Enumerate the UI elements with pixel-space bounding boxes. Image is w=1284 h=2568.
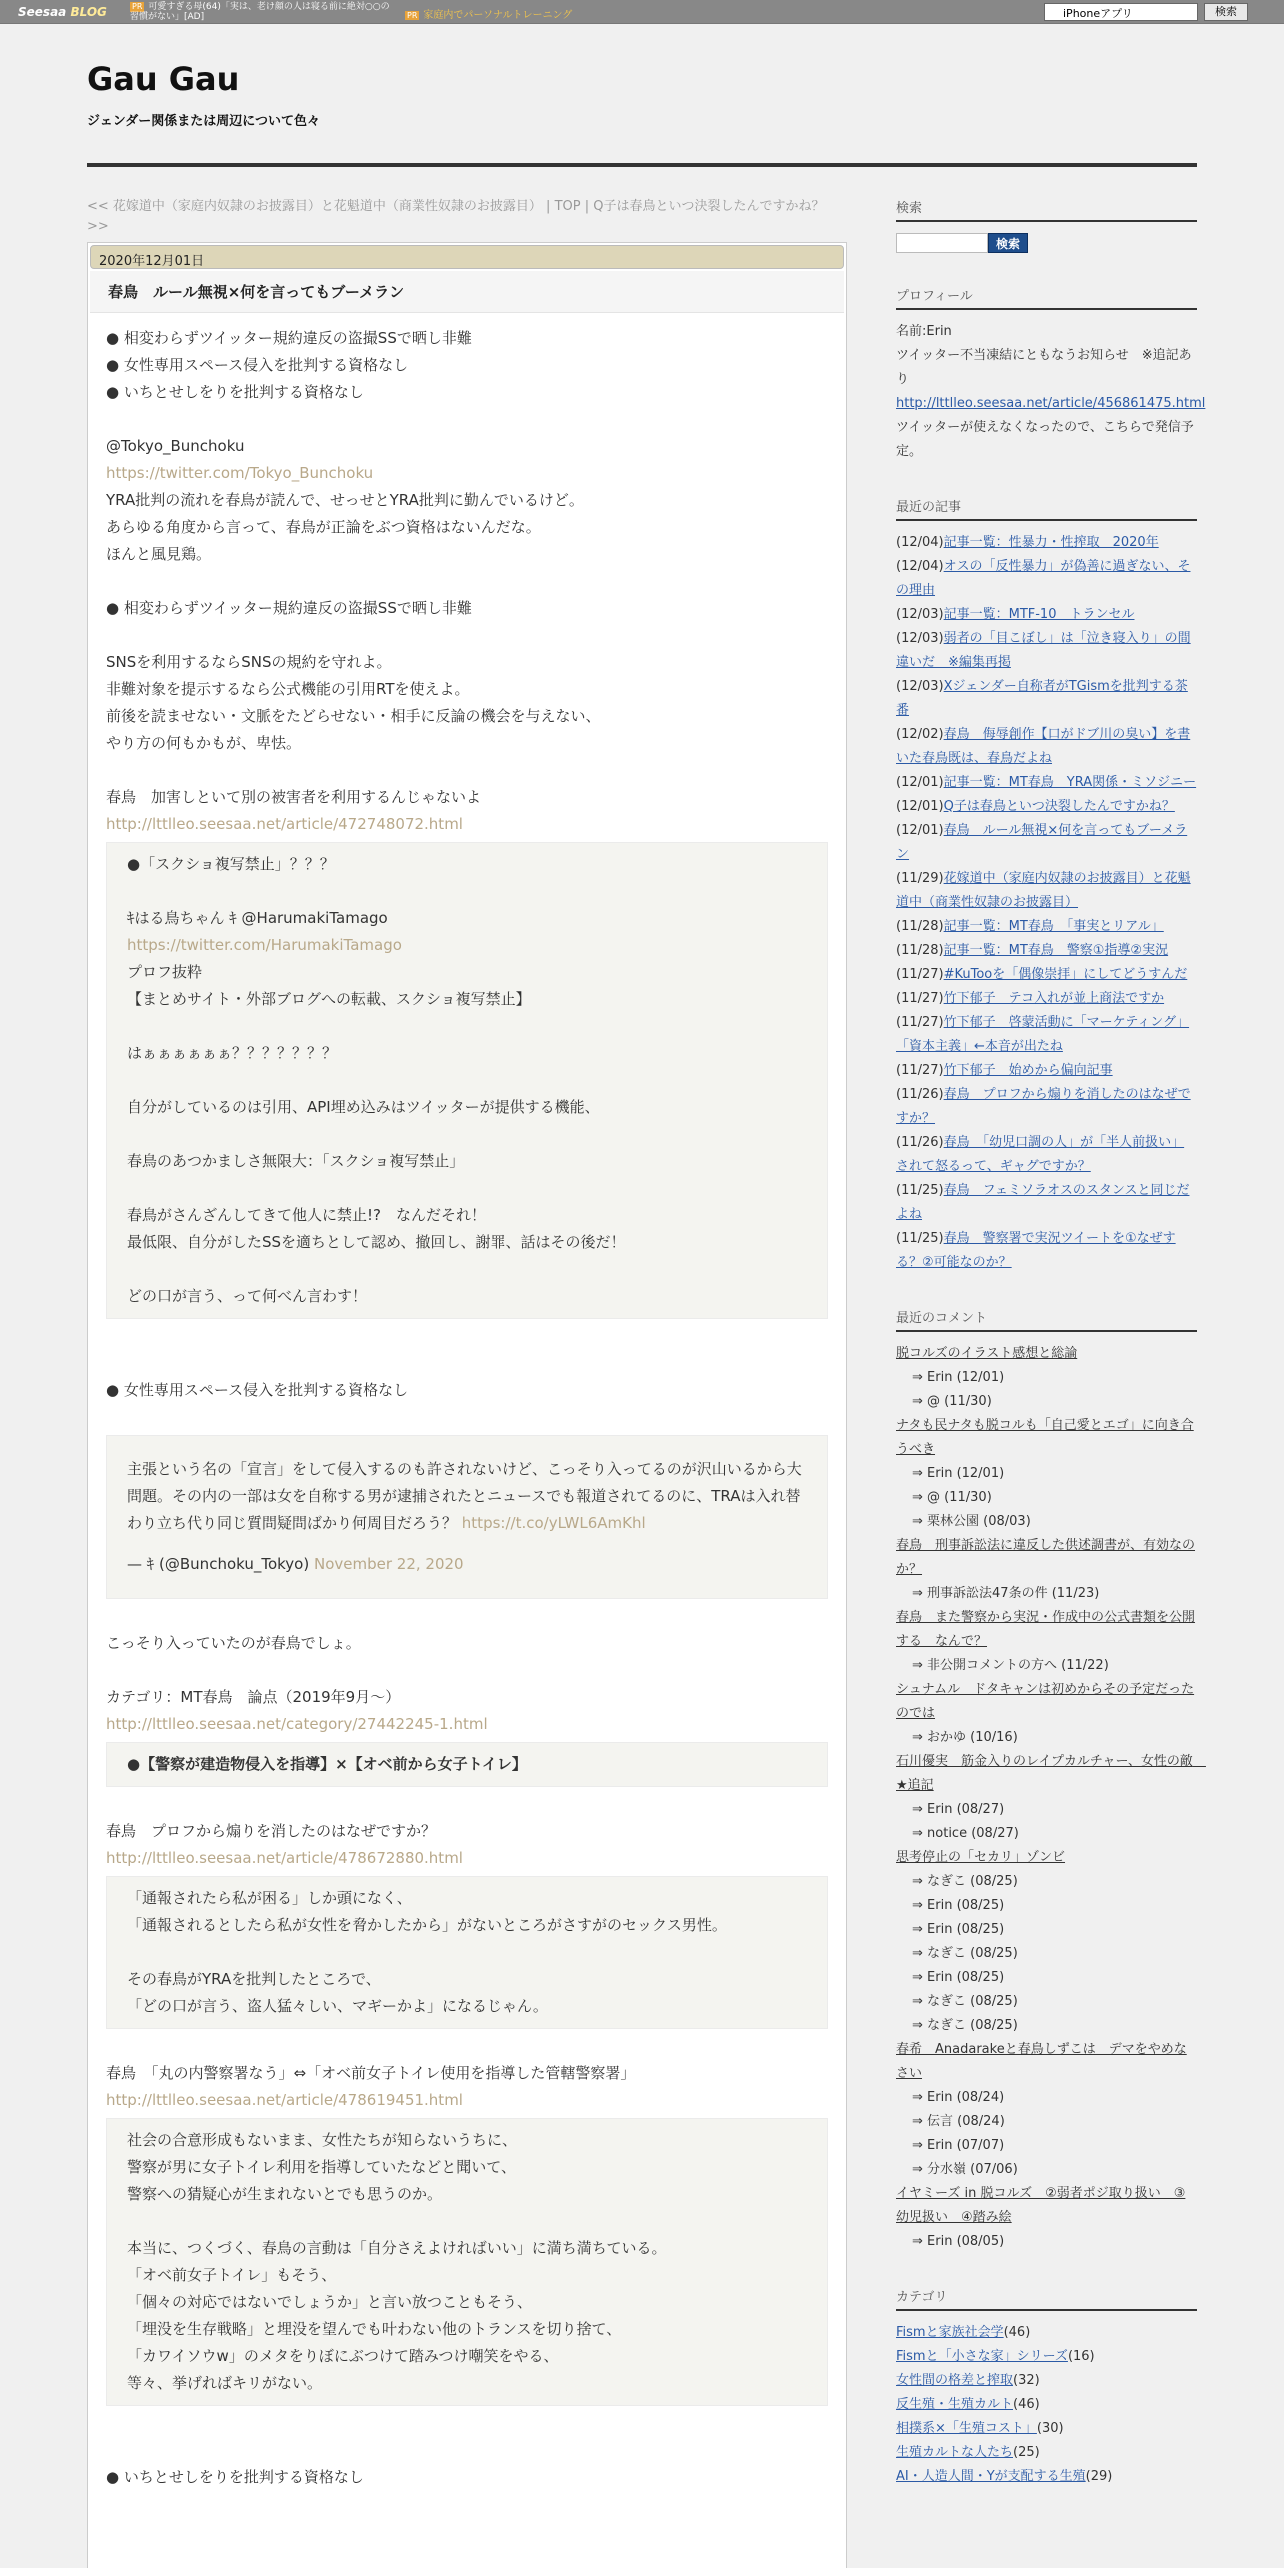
paragraph: あらゆる角度から言って、春鳥が正論をぶつ資格はないんだな。: [106, 518, 541, 536]
sidebar-search-button[interactable]: 検索: [988, 233, 1028, 253]
paragraph: ● 相変わらずツイッター規約違反の盗撮SSで晒し非難: [106, 599, 472, 617]
sidebar-heading: カテゴリ: [896, 2286, 1197, 2311]
category-item: [896, 2345, 1197, 2369]
seesaa-topbar: [0, 0, 1284, 24]
category-link[interactable]: 女性間の格差と搾取: [896, 2372, 1014, 2388]
recent-article-link[interactable]: 春鳥 プロフから煽りを消したのはなぜですか？: [896, 1086, 1191, 1126]
quote-line: 警察への猜疑心が生まれないとでも思うのか。: [127, 2185, 443, 2203]
quote-line: 最低限、自分がしたSSを適ちとして認め、撤回し、謝罪、話はその後だ！: [127, 1233, 626, 1251]
quote-line: 等々、挙げればキリがない。: [127, 2374, 323, 2392]
comment-item[interactable]: ⇒ 栗林公園 (08/03): [912, 1513, 1031, 1529]
blockquote: [106, 2118, 828, 2406]
recent-article-link[interactable]: Q子は春鳥といつ決裂したんですかね？: [943, 798, 1175, 814]
recent-comments-list: [896, 1342, 1206, 2254]
quote-line: プロフ抜粋: [127, 963, 203, 981]
comment-article-link[interactable]: 思考停止の「セカリ」ゾンビ: [896, 1849, 1066, 1865]
category-count: (32): [1013, 2372, 1040, 2388]
recent-article-date: (11/26): [896, 1134, 944, 1150]
comment-item[interactable]: ⇒ Erin (08/05): [912, 2233, 1005, 2249]
recent-article-item: [896, 1131, 1197, 1179]
comment-article-link[interactable]: イヤミーズ in 脱コルズ ②弱者ポジ取り扱い ③幼児扱い ④踏み絵: [896, 2185, 1186, 2225]
quote-line: 「埋没を生存戦略」と埋没を望んでも叶わない他のトランスを切り捨て、: [127, 2320, 622, 2338]
recent-article-item: [896, 1083, 1197, 1131]
recent-article-date: (11/29): [896, 870, 944, 886]
profile-text: ツイッター不当凍結にともなうお知らせ ※追記あり: [896, 347, 1192, 387]
tweet-text: 主張という名の「宣言」をして侵入するのも許されないけど、こっそり入ってるのが沢山いるから大問題。その内の一部は女を自称する男が逮捕されたとニュースでも報道されてるのに、TRAは入れ替わり立ち代り同じ質問疑問ばかり何周目だろう？ https://t.co/yLWL6AmKhl: [127, 1460, 802, 1532]
ad-text: 可愛すぎる母(64)「実は、老け顔の人は寝る前に絶対○○の習慣がない」[AD]: [130, 2, 390, 22]
quote-line: 「通報されたら私が困る」しか頭になく、: [127, 1889, 412, 1907]
recent-article-date: (11/28): [896, 918, 944, 934]
paragraph: 非難対象を提示するなら公式機能の引用RTを使えよ。: [106, 680, 470, 698]
comment-item[interactable]: ⇒ Erin (08/25): [912, 1897, 1005, 1913]
paragraph: @Tokyo_Bunchoku: [106, 437, 245, 455]
recent-article-link[interactable]: 竹下郁子 始めから偏向記事: [943, 1062, 1113, 1078]
recent-article-date: (12/02): [896, 726, 944, 742]
article-link[interactable]: http://lttlleo.seesaa.net/category/27442245-1.html: [106, 1715, 488, 1733]
comment-item[interactable]: ⇒ notice (08/27): [912, 1825, 1019, 1841]
comment-item[interactable]: ⇒ なぎこ (08/25): [912, 2017, 1018, 2033]
main-column: [87, 197, 847, 2486]
recent-article-date: (12/03): [896, 630, 944, 646]
recent-article-item: [896, 963, 1197, 987]
topbar-ad-1[interactable]: [130, 2, 390, 22]
profile-link[interactable]: http://lttlleo.seesaa.net/article/456861475.html: [896, 395, 1206, 411]
comment-item[interactable]: ⇒ Erin (12/01): [912, 1369, 1005, 1385]
recent-article-link[interactable]: Xジェンダー自称者がTGismを批判する茶番: [896, 678, 1188, 718]
comment-article-link[interactable]: シュナムル ドタキャンは初めからその予定だったのでは: [896, 1681, 1195, 1721]
recent-article-item: [896, 603, 1197, 627]
recent-article-link[interactable]: 花嫁道中（家庭内奴隷のお披露目）と花魁道中（商業性奴隷のお披露目）: [896, 870, 1191, 910]
recent-article-link[interactable]: 春鳥 侮辱創作【口がドブ川の臭い】を書いた春鳥既は、春鳥だよね: [896, 726, 1191, 766]
recent-article-date: (12/01): [896, 774, 944, 790]
category-link[interactable]: 生殖カルトな人たち: [896, 2444, 1014, 2460]
paragraph: こっそり入っていたのが春鳥でしょ。: [106, 1634, 361, 1652]
recent-article-item: [896, 1179, 1197, 1227]
recent-article-date: (11/25): [896, 1182, 944, 1198]
article-date: 2020年12月01日: [90, 245, 844, 269]
sidebar-heading: 検索: [896, 197, 1197, 222]
topbar-search-button[interactable]: 検索: [1204, 3, 1248, 21]
recent-article-item: [896, 987, 1197, 1011]
quote-link[interactable]: https://twitter.com/HarumakiTamago: [127, 936, 402, 954]
comment-article-link[interactable]: 春鳥 刑事訴訟法に違反した供述調書が、有効なのか？: [896, 1537, 1196, 1577]
article-link[interactable]: https://twitter.com/Tokyo_Bunchoku: [106, 464, 374, 482]
recent-article-date: (12/04): [896, 534, 944, 550]
profile-name: 名前:Erin: [896, 323, 952, 339]
recent-article-date: (12/03): [896, 606, 944, 622]
quote-line: 自分がしているのは引用、API埋め込みはツイッターが提供する機能、: [127, 1098, 600, 1116]
comment-item[interactable]: ⇒ おかゆ (10/16): [912, 1729, 1018, 1745]
comment-item[interactable]: ⇒ @ (11/30): [912, 1489, 992, 1505]
tweet-attribution: — ｷ (@Bunchoku_Tokyo) November 22, 2020: [127, 1555, 464, 1573]
recent-article-link[interactable]: 記事一覧：MT春鳥 YRA関係・ミソジニー: [943, 774, 1197, 790]
recent-article-date: (11/27): [896, 1062, 944, 1078]
category-count: (46): [1013, 2396, 1040, 2412]
paragraph: ほんと風見鶏。: [106, 545, 212, 563]
comment-item[interactable]: ⇒ なぎこ (08/25): [912, 1873, 1018, 1889]
category-item: [896, 2321, 1197, 2345]
article: [87, 242, 847, 2568]
category-link[interactable]: Fismと「小さな家」シリーズ: [896, 2348, 1068, 2364]
recent-article-item: [896, 867, 1197, 915]
comment-item[interactable]: ⇒ なぎこ (08/25): [912, 1993, 1018, 2009]
sidebar-search: [896, 197, 1197, 253]
comment-article-link[interactable]: 脱コルズのイラスト感想と総論: [896, 1345, 1078, 1361]
comment-item[interactable]: ⇒ Erin (08/24): [912, 2089, 1005, 2105]
recent-article-date: (11/27): [896, 990, 944, 1006]
tweet-date-link[interactable]: November 22, 2020: [314, 1555, 464, 1573]
quote-line: 社会の合意形成もないまま、女性たちが知らないうちに、: [127, 2131, 518, 2149]
recent-article-date: (11/27): [896, 1014, 944, 1030]
category-count: (25): [1013, 2444, 1040, 2460]
sidebar-heading: 最近のコメント: [896, 1307, 1197, 1332]
recent-article-link[interactable]: 記事一覧：性暴力・性搾取 2020年: [943, 534, 1159, 550]
comment-article-link[interactable]: 石川優実 筋金入りのレイプカルチャー、女性の敵 ★追記: [896, 1753, 1206, 1793]
tweet-link[interactable]: https://t.co/yLWL6AmKhl: [461, 1514, 646, 1532]
ad-tag: PR: [407, 11, 418, 20]
comment-item[interactable]: ⇒ 刑事訴訟法47条の件 (11/23): [912, 1585, 1100, 1601]
recent-article-item: [896, 1011, 1197, 1059]
recent-article-date: (12/03): [896, 678, 944, 694]
category-count: (29): [1085, 2468, 1113, 2484]
recent-article-item: [896, 675, 1197, 723]
categories-list: [896, 2321, 1197, 2489]
quote-line: 春鳥がさんざんしてきて他人に禁止!? なんだそれ！: [127, 1206, 486, 1224]
recent-article-item: [896, 1227, 1197, 1275]
recent-article-link[interactable]: 記事一覧：MTF-10 トランセル: [943, 606, 1135, 622]
recent-article-link[interactable]: 竹下郁子 啓蒙活動に「マーケティング」「資本主義」←本音が出たね: [896, 1014, 1190, 1054]
paragraph: ● 相変わらずツイッター規約違反の盗撮SSで晒し非難: [106, 329, 472, 347]
blockquote: [106, 1742, 828, 1787]
paragraph: ● 女性専用スペース侵入を批判する資格なし: [106, 1381, 409, 1399]
recent-article-date: (12/01): [896, 798, 944, 814]
quote-line: ●【警察が建造物侵入を指導】×【オベ前から女子トイレ】: [127, 1755, 527, 1773]
comment-item[interactable]: ⇒ Erin (08/27): [912, 1801, 1005, 1817]
recent-article-item: [896, 627, 1197, 675]
article-title: 春鳥 ルール無視×何を言ってもブーメラン: [90, 271, 844, 313]
recent-articles-list: [896, 531, 1197, 1275]
quote-line: 「通報されるとしたら私が女性を脅かしたから」がないところがさすがのセックス男性。: [127, 1916, 727, 1934]
category-item: [896, 2393, 1197, 2417]
recent-article-date: (12/01): [896, 822, 944, 838]
sidebar-search-input[interactable]: [896, 233, 988, 253]
category-item: [896, 2369, 1197, 2393]
sidebar-heading: プロフィール: [896, 285, 1197, 310]
category-link[interactable]: AI・人造人間・Yが支配する生殖: [896, 2468, 1086, 2484]
recent-article-link[interactable]: 記事一覧：MT春鳥 「事実とリアル」: [943, 918, 1164, 934]
recent-article-item: [896, 723, 1197, 771]
recent-article-date: (11/27): [896, 966, 944, 982]
sidebar-recent-comments: [896, 1307, 1206, 2254]
article-link[interactable]: http://lttlleo.seesaa.net/article/478619451.html: [106, 2091, 463, 2109]
article-link[interactable]: http://lttlleo.seesaa.net/article/478672880.html: [106, 1849, 463, 1867]
category-link[interactable]: 反生殖・生殖カルト: [896, 2396, 1014, 2412]
paragraph: ● 女性専用スペース侵入を批判する資格なし: [106, 356, 409, 374]
recent-article-link[interactable]: オスの「反性暴力」が偽善に過ぎない、その理由: [896, 558, 1191, 598]
recent-article-item: [896, 555, 1197, 603]
paragraph: やり方の何もかもが、卑怯。: [106, 734, 302, 752]
recent-article-link[interactable]: 春鳥 「幼児口調の人」が「半人前扱い」されて怒るって、ギャグですか？: [896, 1134, 1185, 1174]
category-count: (16): [1067, 2348, 1095, 2364]
quote-line: 「カワイソウw」のメタをりぼにぶつけて踏みつけ嘲笑をやる、: [127, 2347, 559, 2365]
embedded-tweet: [106, 1435, 828, 1599]
comment-item[interactable]: ⇒ 非公開コメントの方へ (11/22): [912, 1657, 1109, 1673]
quote-line: 「オベ前女子トイレ」もそう、: [127, 2266, 337, 2284]
recent-article-item: [896, 1059, 1197, 1083]
paragraph: カテゴリ：MT春鳥 論点（2019年9月～）: [106, 1688, 401, 1706]
paragraph: 春鳥 「丸の内警察署なう」⇔「オベ前女子トイレ使用を指導した管轄警察署」: [106, 2064, 636, 2082]
quote-line: 「どの口が言う、盗人猛々しい、マギーかよ」になるじゃん。: [127, 1997, 548, 2015]
topbar-search-input[interactable]: iPhoneアプリ: [1044, 3, 1198, 21]
comment-item[interactable]: ⇒ 伝言 (08/24): [912, 2113, 1005, 2129]
comment-item[interactable]: ⇒ 分水嶺 (07/06): [912, 2161, 1018, 2177]
quote-line: ｷはる鳥ちゃん ｷ @HarumakiTamago: [127, 909, 388, 927]
recent-article-date: (12/04): [896, 558, 944, 574]
quote-line: 【まとめサイト・外部ブログへの転載、スクショ複写禁止】: [127, 990, 531, 1008]
paragraph: YRA批判の流れを春鳥が読んで、せっせとYRA批判に勤んでいるけど。: [106, 491, 584, 509]
quote-line: 警察が男に女子トイレ利用を指導していたなどと聞いて、: [127, 2158, 516, 2176]
recent-article-link[interactable]: 春鳥 ルール無視×何を言ってもブーメラン: [896, 822, 1188, 862]
seesaa-blog-logo[interactable]: Seesaa BLOG: [18, 5, 107, 19]
recent-article-item: [896, 795, 1197, 819]
comment-item[interactable]: ⇒ Erin (07/07): [912, 2137, 1005, 2153]
comment-item[interactable]: ⇒ Erin (12/01): [912, 1465, 1005, 1481]
ad-text: 家庭内でパーソナルトレーニング: [423, 10, 573, 21]
category-item: [896, 2465, 1197, 2489]
recent-article-date: (11/28): [896, 942, 944, 958]
blockquote: [106, 1876, 828, 2029]
recent-article-link[interactable]: 竹下郁子 テコ入れが並上商法ですか: [943, 990, 1165, 1006]
quote-line: 本当に、つくづく、春鳥の言動は「自分さえよければいい」に満ち満ちている。: [127, 2239, 667, 2257]
paragraph: 春鳥 プロフから煽りを消したのはなぜですか？: [106, 1822, 437, 1840]
comment-article-link[interactable]: 春鳥 また警察から実況・作成中の公式書類を公開する なんで？: [896, 1609, 1196, 1649]
article-navigation[interactable]: << 花嫁道中（家庭内奴隷のお披露目）と花魁道中（商業性奴隷のお披露目） | TOP | Q子は春鳥といつ決裂したんですかね？ >>: [87, 199, 825, 234]
paragraph: 春鳥 加害しといて別の被害者を利用するんじゃないよ: [106, 788, 482, 806]
ad-tag: PR: [132, 2, 143, 11]
recent-article-link[interactable]: 弱者の「目こぼし」は「泣き寝入り」の間違いだ ※編集再掲: [896, 630, 1191, 670]
paragraph: ● いちとせしをりを批判する資格なし: [106, 2468, 364, 2486]
comment-article-link[interactable]: 春希 Anadarakeと春鳥しずこは デマをやめなさい: [896, 2041, 1187, 2081]
paragraph: SNSを利用するならSNSの規約を守れよ。: [106, 653, 392, 671]
comment-item[interactable]: ⇒ Erin (08/25): [912, 1921, 1005, 1937]
category-item: [896, 2441, 1197, 2465]
category-item: [896, 2417, 1197, 2441]
comment-item[interactable]: ⇒ なぎこ (08/25): [912, 1945, 1018, 1961]
recent-article-item: [896, 531, 1197, 555]
paragraph: 前後を読ませない・文脈をたどらせない・相手に反論の機会を与えない、: [106, 707, 601, 725]
quote-line: はぁぁぁぁぁぁ？？？？？？？: [127, 1044, 338, 1062]
quote-line: 春鳥のあつかましさ無限大：「スクショ複写禁止」: [127, 1152, 465, 1170]
category-count: (30): [1036, 2420, 1064, 2436]
sidebar-heading: 最近の記事: [896, 496, 1197, 521]
sidebar: [896, 197, 1206, 2521]
article-body: [88, 313, 846, 2503]
comment-article-link[interactable]: ナタも民ナタも脱コルも「自己愛とエゴ」に向き合うべき: [896, 1417, 1194, 1457]
quote-line: 「個々の対応ではないでしょうか」と言い放つこともそう、: [127, 2293, 533, 2311]
recent-article-item: [896, 771, 1197, 795]
site-description: ジェンダー関係または周辺について色々: [87, 114, 320, 129]
quote-line: どの口が言う、って何べん言わす！: [127, 1287, 368, 1305]
quote-line: その春鳥がYRAを批判したところで、: [127, 1970, 381, 1988]
recent-article-date: (11/25): [896, 1230, 944, 1246]
profile-text: ツイッターが使えなくなったので、こちらで発信予定。: [896, 419, 1194, 459]
recent-article-link[interactable]: 記事一覧：MT春鳥 警察①指導②実況: [943, 942, 1169, 958]
recent-article-date: (11/26): [896, 1086, 944, 1102]
site-title[interactable]: Gau Gau: [87, 60, 240, 98]
recent-article-item: [896, 819, 1197, 867]
sidebar-profile: [896, 285, 1206, 464]
sidebar-categories: [896, 2286, 1197, 2489]
quote-line: ●「スクショ複写禁止」？？？: [127, 855, 335, 873]
comment-item[interactable]: ⇒ Erin (08/25): [912, 1969, 1005, 1985]
topbar-ad-2[interactable]: [405, 6, 572, 21]
header-divider: [87, 163, 1197, 167]
category-count: (46): [1003, 2324, 1031, 2340]
category-link[interactable]: Fismと家族社会学: [896, 2324, 1004, 2340]
category-link[interactable]: 相撲系×「生殖コスト」: [896, 2420, 1037, 2436]
sidebar-recent-articles: [896, 496, 1197, 1275]
comment-item[interactable]: ⇒ @ (11/30): [912, 1393, 992, 1409]
recent-article-link[interactable]: #KuTooを「偶像崇拝」にしてどうすんだ: [943, 966, 1188, 982]
blockquote: [106, 842, 828, 1319]
paragraph: ● いちとせしをりを批判する資格なし: [106, 383, 364, 401]
recent-article-item: [896, 915, 1197, 939]
recent-article-link[interactable]: 春鳥 警察署で実況ツイートを①なぜする？②可能なのか？: [896, 1230, 1176, 1270]
site-header: [87, 60, 1197, 129]
article-link[interactable]: http://lttlleo.seesaa.net/article/472748072.html: [106, 815, 463, 833]
recent-article-item: [896, 939, 1197, 963]
recent-article-link[interactable]: 春鳥 フェミソラオスのスタンスと同じだよね: [896, 1182, 1190, 1222]
